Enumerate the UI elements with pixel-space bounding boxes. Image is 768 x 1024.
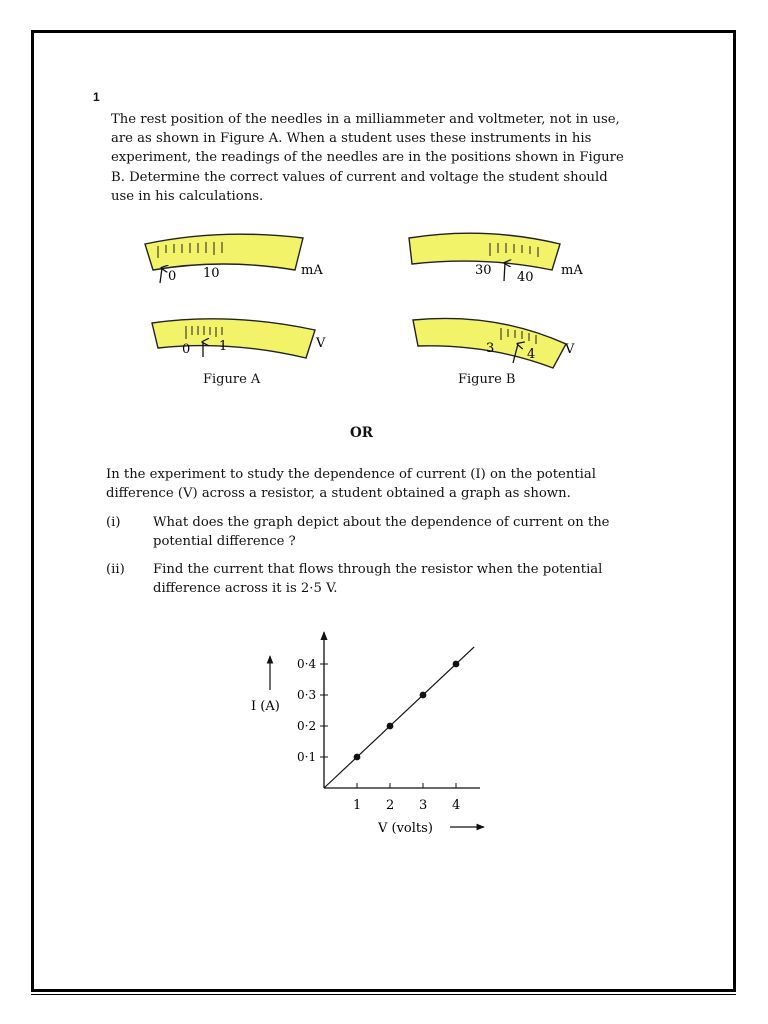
fig-a-voltmeter-unit: V <box>316 336 326 351</box>
y-tick-label: 0·2 <box>297 719 317 733</box>
fig-b-voltmeter-unit: V <box>565 342 575 357</box>
figure-a-caption: Figure A <box>203 372 261 387</box>
y-tick-label: 0·3 <box>297 688 317 702</box>
sub-question-label: (i) <box>106 515 121 530</box>
fig-a-voltmeter-low: 0 <box>182 342 191 357</box>
question-number: 1 <box>93 90 100 104</box>
y-tick-label: 0·1 <box>297 750 317 764</box>
data-point <box>420 692 427 699</box>
x-axis-label: V (volts) <box>378 821 433 836</box>
question-text: The rest position of the needles in a milliammeter and voltmeter, not in use, are as shown in Figure A. When a student uses these instruments in his experiment, the readings of the needles are in the positions shown in Figure B. Determine the correct values of current and voltage the student should use in his calculations. <box>111 112 624 204</box>
y-axis-label: I (A) <box>251 699 280 714</box>
fig-a-ammeter-unit: mA <box>301 263 323 278</box>
fig-b-ammeter-high: 40 <box>517 270 534 285</box>
alt-question-text: In the experiment to study the dependence of current (I) on the potential difference (V) across a resistor, a student obtained a graph as shown. <box>106 467 596 502</box>
fig-a-ammeter-high: 10 <box>203 266 220 281</box>
fig-b-ammeter-unit: mA <box>561 263 583 278</box>
data-point <box>354 754 361 761</box>
y-tick-label: 0·4 <box>297 657 317 671</box>
fig-b-voltmeter-low: 3 <box>486 341 495 356</box>
x-tick-label: 4 <box>452 798 461 813</box>
data-point <box>453 661 460 668</box>
sub-question-label: (ii) <box>106 562 125 577</box>
fig-b-voltmeter-high: 4 <box>527 347 536 362</box>
fig-b-ammeter-low: 30 <box>475 263 492 278</box>
figure-b-caption: Figure B <box>458 372 516 387</box>
x-tick-label: 1 <box>353 798 362 813</box>
data-point <box>387 723 394 730</box>
x-tick-label: 2 <box>386 798 395 813</box>
sub-question-text: Find the current that flows through the resistor when the potential difference across it is 2·5 V. <box>153 562 603 597</box>
sub-question-text: What does the graph depict about the dependence of current on the potential difference ? <box>153 515 610 550</box>
x-tick-label: 3 <box>419 798 428 813</box>
or-divider: OR <box>350 425 373 441</box>
data-line <box>324 647 474 788</box>
fig-a-ammeter-low: 0 <box>168 269 177 284</box>
fig-a-voltmeter-high: 1 <box>219 339 228 354</box>
